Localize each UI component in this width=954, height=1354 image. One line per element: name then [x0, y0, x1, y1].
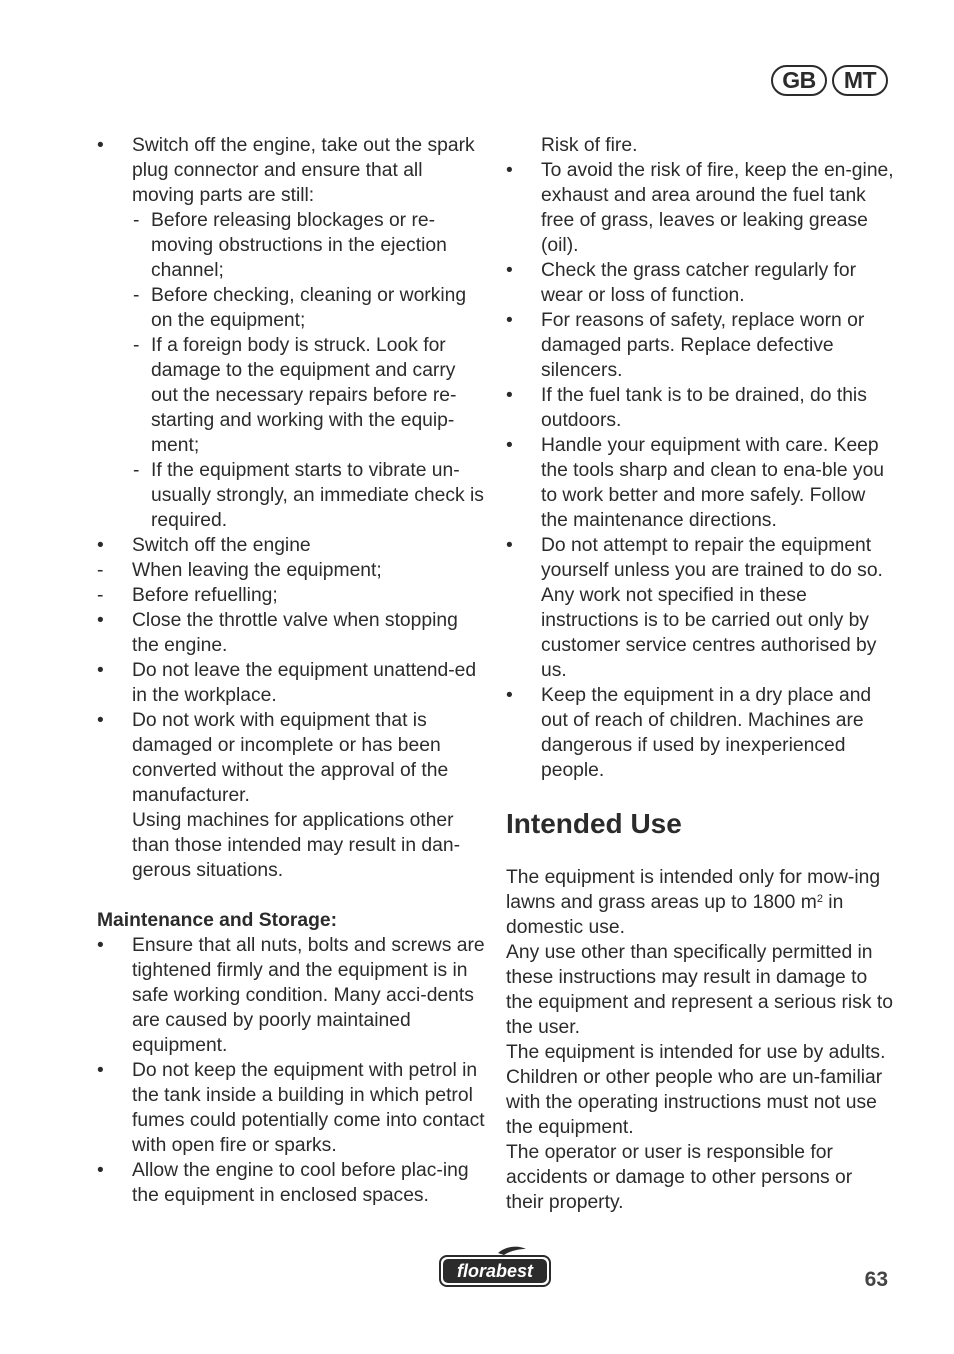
list-item-text: Do not keep the equipment with petrol in the tank inside a building in which petrol fumes could potentially come into contact with open fire or sparks. — [132, 1060, 485, 1156]
intro-text-a: The equipment is intended only for mow-ing lawns and grass areas up to 1800 m — [506, 867, 881, 913]
list-item — [97, 1058, 487, 1158]
lang-badge-gb: GB — [771, 65, 827, 96]
list-marker: • — [97, 1160, 104, 1181]
list-item — [506, 308, 894, 383]
list-item-text: Ensure that all nuts, bolts and screws are tightened firmly and the equipment is in safe working condition. Many acci-dents are caused by poorly maintained equipment. — [132, 935, 485, 1056]
list-item-text: Before refuelling; — [132, 585, 278, 606]
list-item-text: When leaving the equipment; — [132, 560, 382, 581]
list-item-text: Switch off the engine — [132, 535, 311, 556]
list-item — [97, 1158, 487, 1208]
list-marker: • — [506, 310, 513, 331]
list-item-text: Switch off the engine, take out the spark plug connector and ensure that all moving parts are still: — [132, 135, 475, 206]
list-marker: • — [506, 685, 513, 706]
list-item-text: Close the throttle valve when stopping the engine. — [132, 610, 458, 656]
page-number: 63 — [864, 1268, 888, 1291]
left-list — [97, 133, 487, 883]
list-item — [506, 433, 894, 533]
list-item — [506, 258, 894, 308]
list-item — [97, 608, 487, 658]
list-marker: • — [97, 135, 104, 156]
list-item — [506, 383, 894, 433]
list-item-text: If the fuel tank is to be drained, do this outdoors. — [541, 385, 867, 431]
list-item — [97, 558, 487, 583]
paragraph: Any use other than specifically permitted in these instructions may result in damage to the equipment and represent a serious risk to the user. — [506, 942, 893, 1038]
list-item-continuation: Risk of fire. — [541, 135, 638, 156]
list-marker: - — [133, 335, 140, 356]
list-item-text: Before checking, cleaning or working on the equipment; — [151, 285, 467, 331]
intro-text-b: in domestic use. — [506, 892, 844, 938]
list-item-text: Allow the engine to cool before plac-ing the equipment in enclosed spaces. — [132, 1160, 469, 1206]
section-heading-maintenance: Maintenance and Storage: — [97, 910, 337, 931]
sub-list-item — [97, 208, 487, 283]
florabest-logo — [438, 1245, 552, 1289]
list-marker: • — [97, 535, 104, 556]
list-marker: - — [133, 210, 140, 231]
list-marker: - — [97, 585, 104, 606]
sub-list-item — [97, 458, 487, 533]
list-item — [506, 533, 894, 683]
list-marker: • — [97, 660, 104, 681]
list-marker: • — [97, 1060, 104, 1081]
list-item-text: To avoid the risk of fire, keep the en-gine, exhaust and area around the fuel tank free of grass, leaves or leaking grease (oil). — [541, 160, 894, 256]
list-item — [97, 933, 487, 1058]
list-item-continuation: Using machines for applications other than those intended may result in dan-gerous situations. — [132, 810, 460, 881]
list-marker: - — [133, 285, 140, 306]
list-item — [97, 708, 487, 808]
superscript-2: 2 — [816, 893, 823, 905]
list-item-text: Before releasing blockages or re-moving obstructions in the ejection channel; — [151, 210, 447, 281]
paragraph: The operator or user is responsible for accidents or damage to other persons or their property. — [506, 1142, 853, 1213]
list-item-text: If a foreign body is struck. Look for damage to the equipment and carry out the necessary repairs before re-starting and working with the equip-ment; — [151, 335, 457, 456]
list-item — [97, 658, 487, 708]
list-item-text: For reasons of safety, replace worn or damaged parts. Replace defective silencers. — [541, 310, 865, 381]
list-marker: - — [97, 560, 104, 581]
list-item-text: Check the grass catcher regularly for wear or loss of function. — [541, 260, 857, 306]
list-marker: - — [133, 460, 140, 481]
maintenance-list — [97, 933, 487, 1208]
list-item-text: Do not leave the equipment unattend-ed in the workplace. — [132, 660, 477, 706]
list-marker: • — [506, 260, 513, 281]
list-marker: • — [506, 385, 513, 406]
lang-badge-mt: MT — [832, 65, 888, 96]
list-item — [506, 683, 894, 783]
list-marker: • — [97, 710, 104, 731]
list-item-text: Do not attempt to repair the equipment yourself unless you are trained to do so. Any work not specified in these instructions is to be carried out only by customer service centres authorised by us. — [541, 535, 883, 681]
logo-leaf-icon — [498, 1247, 526, 1255]
paragraph: The equipment is intended for use by adults. Children or other people who are un-familiar with the operating instructions must not use the equipment. — [506, 1042, 886, 1138]
right-list — [506, 133, 894, 783]
logo-text: florabest — [456, 1261, 534, 1281]
sub-list-item — [97, 283, 487, 333]
list-item — [97, 133, 487, 208]
list-item-text: Handle your equipment with care. Keep the tools sharp and clean to ena-ble you to work better and more safely. Follow the maintenance directions. — [541, 435, 885, 531]
list-item-text: Keep the equipment in a dry place and out of reach of children. Machines are dangerous if used by inexperienced people. — [541, 685, 872, 781]
list-marker: • — [506, 535, 513, 556]
list-marker: • — [97, 935, 104, 956]
list-item — [97, 583, 487, 608]
list-marker: • — [97, 610, 104, 631]
list-item — [506, 158, 894, 258]
right-column — [506, 133, 894, 1215]
language-badges — [771, 65, 888, 96]
sub-list-item — [97, 333, 487, 458]
section-heading-intended-use: Intended Use — [506, 808, 682, 839]
list-marker: • — [506, 435, 513, 456]
intended-use-intro — [506, 865, 894, 940]
left-column — [97, 133, 487, 1208]
list-item-text: If the equipment starts to vibrate un-usually strongly, an immediate check is required. — [151, 460, 484, 531]
list-marker: • — [506, 160, 513, 181]
list-item-text: Do not work with equipment that is damaged or incomplete or has been converted without the approval of the manufacturer. — [132, 710, 449, 806]
list-item — [97, 533, 487, 558]
